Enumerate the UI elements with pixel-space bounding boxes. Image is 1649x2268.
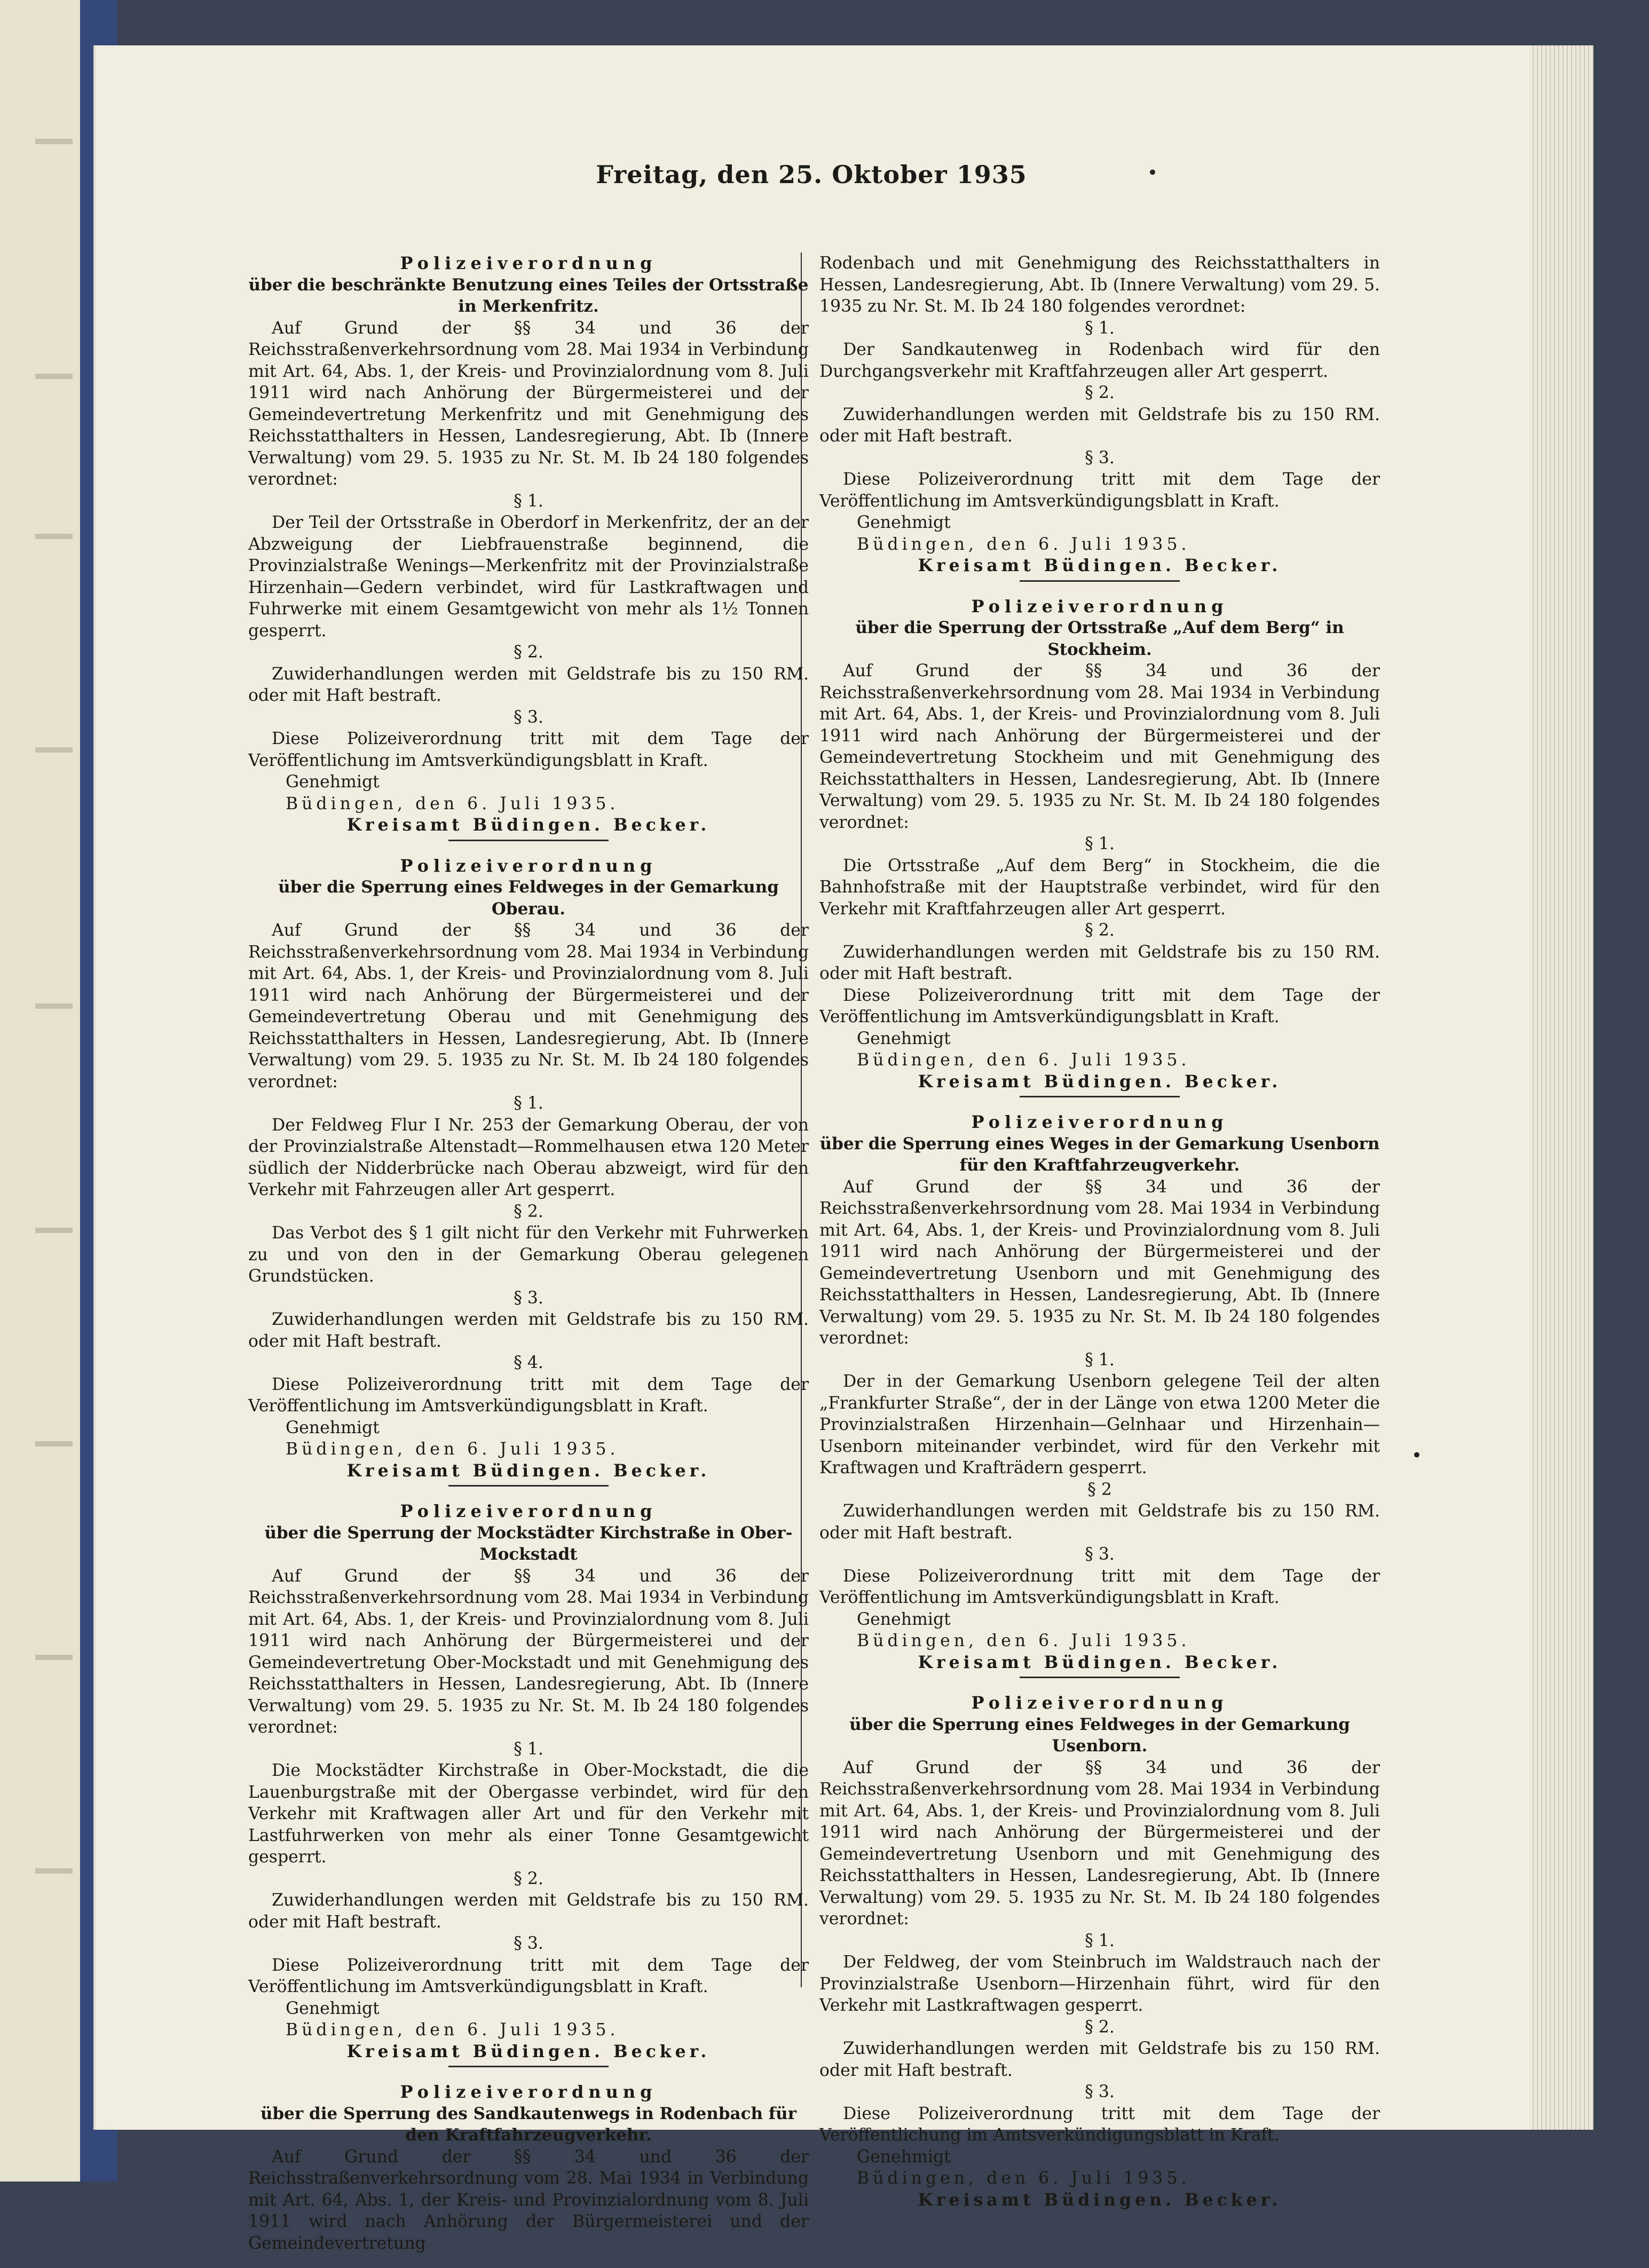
ordinance-title: Polizeiverordnung	[971, 596, 1228, 617]
section-text: Zuwiderhandlungen werden mit Geldstrafe bis zu 150 RM. oder mit Haft bestraft.	[248, 1891, 809, 1932]
ordinance-title: Polizeiverordnung	[400, 2082, 657, 2102]
ordinance-rodenbach-start	[248, 2081, 809, 2254]
section-number: § 2.	[1085, 921, 1115, 940]
section-text: Zuwiderhandlungen werden mit Geldstrafe bis zu 150 RM. oder mit Haft bestraft.	[819, 405, 1380, 446]
signature: Kreisamt Büdingen. Becker.	[918, 2190, 1282, 2210]
section-text: Der Feldweg, der vom Steinbruch im Waldstrauch nach der Provinzialstraße Usenborn—Hirzenhain führt, wird für den Verkehr mit Lastkraftwagen gesperrt.	[819, 1953, 1380, 2015]
section-number: § 2	[1087, 1480, 1112, 1499]
ordinance-preamble: Auf Grund der §§ 34 und 36 der Reichsstraßenverkehrsordnung vom 28. Mai 1934 in Verbindung mit Art. 64, Abs. 1, der Kreis- und Provinzialordnung vom 8. Juli 1911 wird nach Anhörung der Bürgermeisterei und der Gemeindevertretung Usenborn und mit Genehmigung des Reichsstatthalters in Hessen, Landesregierung, Abt. Ib (Innere Verwaltung) vom 29. 5. 1935 zu Nr. St. M. Ib 24 180 folgendes verordnet:	[819, 1758, 1380, 1929]
place-date: Büdingen, den 6. Juli 1935.	[286, 794, 619, 813]
section-text: Zuwiderhandlungen werden mit Geldstrafe bis zu 150 RM. oder mit Haft bestraft.	[248, 664, 809, 705]
approval-note: Genehmigt	[857, 513, 951, 532]
section-text: Die Mockstädter Kirchstraße in Ober-Mockstadt, die die Lauenburgstraße mit der Obergasse verbindet, wird für den Verkehr mit Kraftwagen aller Art und für den Verkehr mit Lastfuhrwerken von mehr als einer Tonne Gesamtgewicht gesperrt.	[248, 1761, 809, 1867]
approval-note: Genehmigt	[286, 1418, 380, 1437]
ordinance-subject: über die beschränkte Benutzung eines Teiles der Ortsstraße in Merkenfritz.	[248, 275, 809, 316]
ordinance-usenborn-field-path	[819, 1692, 1380, 2211]
separator-rule	[448, 840, 609, 841]
signature: Kreisamt Büdingen. Becker.	[918, 556, 1282, 575]
section-text: Der Teil der Ortsstraße in Oberdorf in Merkenfritz, der an der Abzweigung der Liebfrauenstraße beginnend, die Provinzialstraße Wenings—Merkenfritz mit der Provinzialstraße Hirzenhain—Gedern verbindet, wird für Lastkraftwagen und Fuhrwerke mit einem Gesamtgewicht von mehr als 1½ Tonnen gesperrt.	[248, 513, 809, 641]
ordinance-preamble: Auf Grund der §§ 34 und 36 der Reichsstraßenverkehrsordnung vom 28. Mai 1934 in Verbindung mit Art. 64, Abs. 1, der Kreis- und Provinzialordnung vom 8. Juli 1911 wird nach Anhörung der Bürgermeisterei und der Gemeindevertretung Ober-Mockstadt und mit Genehmigung des Reichsstatthalters in Hessen, Landesregierung, Abt. Ib (Innere Verwaltung) vom 29. 5. 1935 zu Nr. St. M. Ib 24 180 folgendes verordnet:	[248, 1566, 809, 1737]
section-number: § 1.	[514, 1094, 543, 1113]
approval-note: Genehmigt	[857, 1029, 951, 1048]
section-text: Diese Polizeiverordnung tritt mit dem Tage der Veröffentlichung im Amtsverkündigungsblatt in Kraft.	[248, 1374, 809, 1416]
section-number: § 1.	[514, 1739, 543, 1759]
ordinance-subject: über die Sperrung eines Feldweges in der Gemarkung Oberau.	[278, 878, 779, 919]
section-text: Diese Polizeiverordnung tritt mit dem Tage der Veröffentlichung im Amtsverkündigungsblatt in Kraft.	[248, 729, 809, 770]
section-text: Zuwiderhandlungen werden mit Geldstrafe bis zu 150 RM. oder mit Haft bestraft.	[248, 1310, 809, 1351]
section-number: § 1.	[1085, 1931, 1115, 1950]
column-left	[248, 252, 809, 2268]
ordinance-preamble: Auf Grund der §§ 34 und 36 der Reichsstraßenverkehrsordnung vom 28. Mai 1934 in Verbindung mit Art. 64, Abs. 1, der Kreis- und Provinzialordnung vom 8. Juli 1911 wird nach Anhörung der Bürgermeisterei und der Gemeindevertretung Stockheim und mit Genehmigung des Reichsstatthalters in Hessen, Landesregierung, Abt. Ib (Innere Verwaltung) vom 29. 5. 1935 zu Nr. St. M. Ib 24 180 folgendes verordnet:	[819, 661, 1380, 832]
section-text: Zuwiderhandlungen werden mit Geldstrafe bis zu 150 RM. oder mit Haft bestraft.	[819, 1502, 1380, 1543]
section-text: Das Verbot des § 1 gilt nicht für den Verkehr mit Fuhrwerken zu und von den in der Gemarkung Oberau gelegenen Grundstücken.	[248, 1223, 809, 1286]
signature: Kreisamt Büdingen. Becker.	[346, 1460, 711, 1481]
ink-dot: •	[1148, 164, 1157, 181]
section-text: Diese Polizeiverordnung tritt mit dem Tage der Veröffentlichung im Amtsverkündigungsblatt in Kraft.	[819, 2104, 1380, 2145]
section-number: § 3.	[1085, 448, 1115, 468]
section-number: § 3.	[514, 1934, 543, 1953]
signature: Kreisamt Büdingen. Becker.	[346, 815, 711, 835]
approval-note: Genehmigt	[857, 1609, 951, 1629]
section-number: § 2.	[514, 643, 543, 662]
separator-rule	[448, 1485, 609, 1487]
separator-rule	[1020, 1677, 1180, 1678]
section-text: Der Feldweg Flur I Nr. 253 der Gemarkung Oberau, der von der Provinzialstraße Altenstadt—Rommelhausen etwa 120 Meter südlich der Nidderbrücke nach Oberau abzweigt, wird für den Verkehr mit Fahrzeugen aller Art gesperrt.	[248, 1115, 809, 1199]
ordinance-preamble: Auf Grund der §§ 34 und 36 der Reichsstraßenverkehrsordnung vom 28. Mai 1934 in Verbindung mit Art. 64, Abs. 1, der Kreis- und Provinzialordnung vom 8. Juli 1911 wird nach Anhörung der Bürgermeisterei und der Gemeindevertretung Usenborn und mit Genehmigung des Reichsstatthalters in Hessen, Landesregierung, Abt. Ib (Innere Verwaltung) vom 29. 5. 1935 zu Nr. St. M. Ib 24 180 folgendes verordnet:	[819, 1177, 1380, 1348]
section-text: Diese Polizeiverordnung tritt mit dem Tage der Veröffentlichung im Amtsverkündigungsblatt in Kraft.	[819, 1566, 1380, 1607]
place-date: Büdingen, den 6. Juli 1935.	[857, 534, 1190, 554]
signature: Kreisamt Büdingen. Becker.	[346, 2041, 711, 2061]
section-number: § 2.	[1085, 383, 1115, 402]
ink-dot: •	[1412, 1447, 1422, 1464]
separator-rule	[448, 2066, 609, 2067]
approval-note: Genehmigt	[286, 1998, 380, 2018]
ordinance-title: Polizeiverordnung	[400, 253, 657, 273]
ordinance-title: Polizeiverordnung	[400, 855, 657, 876]
section-text: Zuwiderhandlungen werden mit Geldstrafe bis zu 150 RM. oder mit Haft bestraft.	[819, 2039, 1380, 2080]
separator-rule	[1020, 580, 1180, 582]
ordinance-subject: über die Sperrung des Sandkautenwegs in Rodenbach für den Kraftfahrzeugverkehr.	[260, 2104, 797, 2145]
section-number: § 1.	[1085, 1350, 1115, 1370]
signature: Kreisamt Büdingen. Becker.	[918, 1652, 1282, 1672]
place-date: Büdingen, den 6. Juli 1935.	[857, 2169, 1190, 2188]
section-number: § 2.	[514, 1202, 543, 1221]
ordinance-merkenfritz	[248, 252, 809, 841]
section-number: § 3.	[1085, 1545, 1115, 1564]
ordinance-oberau	[248, 855, 809, 1487]
section-number: § 3.	[514, 707, 543, 727]
section-number: § 1.	[514, 491, 543, 511]
approval-note: Genehmigt	[286, 772, 380, 792]
section-text: Diese Polizeiverordnung tritt mit dem Tage der Veröffentlichung im Amtsverkündigungsblatt in Kraft.	[819, 985, 1380, 1026]
ordinance-title: Polizeiverordnung	[971, 1693, 1228, 1713]
ordinance-rodenbach-continued	[819, 252, 1380, 582]
approval-note: Genehmigt	[857, 2147, 951, 2167]
section-text: Der Sandkautenweg in Rodenbach wird für den Durchgangsverkehr mit Kraftfahrzeugen aller Art gesperrt.	[819, 340, 1380, 381]
page-stack-edge	[1529, 45, 1593, 2130]
ordinance-ober-mockstadt	[248, 1500, 809, 2067]
section-number: § 4.	[514, 1353, 543, 1372]
place-date: Büdingen, den 6. Juli 1935.	[286, 2020, 619, 2040]
section-number: § 1.	[1085, 318, 1115, 338]
section-text: Diese Polizeiverordnung tritt mit dem Tage der Veröffentlichung im Amtsverkündigungsblatt in Kraft.	[819, 470, 1380, 511]
separator-rule	[1020, 1096, 1180, 1097]
ordinance-stockheim	[819, 596, 1380, 1098]
section-text: Die Ortsstraße „Auf dem Berg“ in Stockheim, die die Bahnhofstraße mit der Hauptstraße verbindet, wird für den Verkehr mit Kraftfahrzeugen aller Art gesperrt.	[819, 856, 1380, 919]
document-page	[93, 45, 1529, 2253]
section-number: § 2.	[514, 1869, 543, 1888]
section-number: § 2.	[1085, 2017, 1115, 2037]
section-number: § 1.	[1085, 834, 1115, 854]
section-text: Diese Polizeiverordnung tritt mit dem Tage der Veröffentlichung im Amtsverkündigungsblatt in Kraft.	[248, 1955, 809, 1996]
ordinance-subject: über die Sperrung eines Weges in der Gemarkung Usenborn für den Kraftfahrzeugverkehr.	[819, 1134, 1380, 1175]
section-text: Der in der Gemarkung Usenborn gelegene Teil der alten „Frankfurter Straße“, der in der Länge von etwa 1200 Meter die Provinzialstraßen Hirzenhain—Gelnhaar und Hirzenhain—Usenborn miteinander verbindet, wird für den Verkehr mit Kraftwagen und Krafträdern gesperrt.	[819, 1372, 1380, 1477]
section-number: § 3.	[1085, 2082, 1115, 2101]
column-right	[819, 252, 1380, 2225]
ordinance-title: Polizeiverordnung	[400, 1501, 657, 1521]
ordinance-subject: über die Sperrung der Mockstädter Kirchstraße in Ober-Mockstadt	[264, 1523, 793, 1564]
place-date: Büdingen, den 6. Juli 1935.	[857, 1050, 1190, 1070]
ordinance-subject: über die Sperrung eines Feldweges in der Gemarkung Usenborn.	[849, 1714, 1350, 1756]
ordinance-subject: über die Sperrung der Ortsstraße „Auf dem Berg“ in Stockheim.	[855, 618, 1344, 659]
place-date: Büdingen, den 6. Juli 1935.	[286, 1440, 619, 1459]
ordinance-preamble-continued: Rodenbach und mit Genehmigung des Reichsstatthalters in Hessen, Landesregierung, Abt. Ib (Innere Verwaltung) vom 29. 5. 1935 zu Nr. St. M. Ib 24 180 folgendes verordnet:	[819, 254, 1380, 316]
section-text: Zuwiderhandlungen werden mit Geldstrafe bis zu 150 RM. oder mit Haft bestraft.	[819, 942, 1380, 983]
ordinance-preamble: Auf Grund der §§ 34 und 36 der Reichsstraßenverkehrsordnung vom 28. Mai 1934 in Verbindung mit Art. 64, Abs. 1, der Kreis- und Provinzialordnung vom 8. Juli 1911 wird nach Anhörung der Bürgermeisterei und der Gemeindevertretung Oberau und mit Genehmigung des Reichsstatthalters in Hessen, Landesregierung, Abt. Ib (Innere Verwaltung) vom 29. 5. 1935 zu Nr. St. M. Ib 24 180 folgendes verordnet:	[248, 921, 809, 1092]
ordinance-usenborn-road	[819, 1111, 1380, 1678]
ordinance-title: Polizeiverordnung	[971, 1112, 1228, 1132]
ordinance-preamble: Auf Grund der §§ 34 und 36 der Reichsstraßenverkehrsordnung vom 28. Mai 1934 in Verbindung mit Art. 64, Abs. 1, der Kreis- und Provinzialordnung vom 8. Juli 1911 wird nach Anhörung der Bürgermeisterei und der Gemeindevertretung	[248, 2147, 809, 2253]
signature: Kreisamt Büdingen. Becker.	[918, 1071, 1282, 1092]
page-header: Freitag, den 25. Oktober 1935	[596, 160, 1027, 189]
facing-page-edge	[0, 0, 85, 2182]
ordinance-preamble: Auf Grund der §§ 34 und 36 der Reichsstraßenverkehrsordnung vom 28. Mai 1934 in Verbindung mit Art. 64, Abs. 1, der Kreis- und Provinzialordnung vom 8. Juli 1911 wird nach Anhörung der Bürgermeisterei und der Gemeindevertretung Merkenfritz und mit Genehmigung des Reichsstatthalters in Hessen, Landesregierung, Abt. Ib (Innere Verwaltung) vom 29. 5. 1935 zu Nr. St. M. Ib 24 180 folgendes verordnet:	[248, 318, 809, 489]
section-number: § 3.	[514, 1288, 543, 1308]
place-date: Büdingen, den 6. Juli 1935.	[857, 1631, 1190, 1650]
